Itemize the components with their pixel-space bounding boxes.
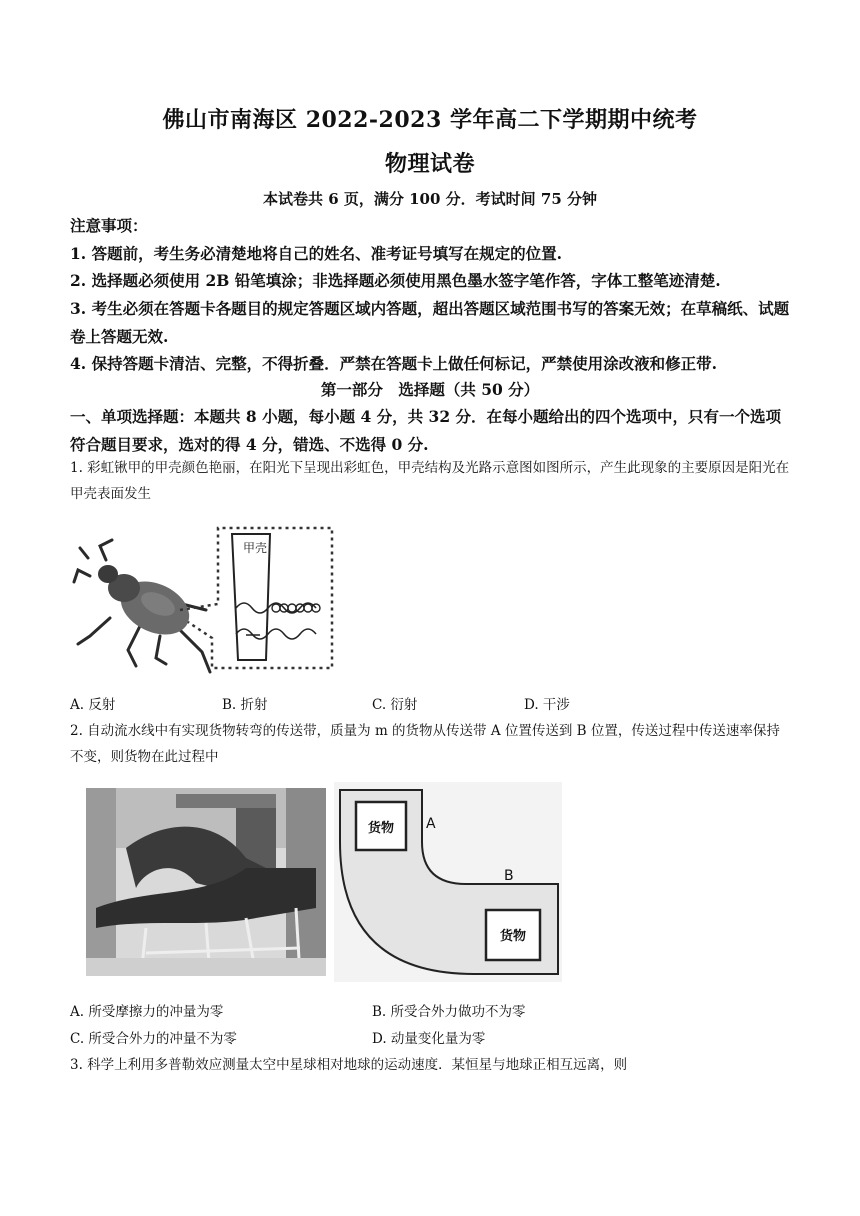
q1-option-d: D. 干涉 (524, 697, 570, 713)
q2-option-c: C. 所受合外力的冲量不为零 (70, 1031, 237, 1047)
q2-option-a: A. 所受摩擦力的冲量为零 (70, 1004, 224, 1020)
cargo-label-b: 货物 (499, 929, 527, 944)
part-title: 第一部分 选择题（共 50 分） (320, 380, 540, 399)
position-a-label: A (426, 816, 436, 832)
q1-option-c: C. 衍射 (372, 697, 418, 713)
question-3-stem: 3. 科学上利用多普勒效应测量太空中星球相对地球的运动速度．某恒星与地球正相互远离，则 (70, 1057, 628, 1073)
q2-option-d: D. 动量变化量为零 (372, 1031, 486, 1047)
shell-label: 甲壳 (243, 541, 268, 555)
q1-option-b: B. 折射 (222, 697, 268, 713)
question-2-stem: 2. 自动流水线中有实现货物转弯的传送带，质量为 m 的货物从传送带 A 位置传送到 B 位置，传送过程中传送速率保持不变，则货物在此过程中 (70, 723, 780, 765)
subject-title: 物理试卷 (384, 151, 475, 177)
beetle-shell-figure (70, 518, 342, 688)
exam-info: 本试卷共 6 页，满分 100 分．考试时间 75 分钟 (263, 190, 597, 208)
notice-item-3: 3. 考生必须在答题卡各题目的规定答题区域内答题，超出答题区域范围书写的答案无效；在草稿纸、试题卷上答题无效. (70, 299, 790, 346)
q2-option-b: B. 所受合外力做功不为零 (372, 1004, 526, 1020)
question-1-stem: 1. 彩虹锹甲的甲壳颜色艳丽，在阳光下呈现出彩虹色，甲壳结构及光路示意图如图所示，产生此现象的主要原因是阳光在甲壳表面发生 (70, 460, 790, 502)
notice-item-1: 1. 答题前，考生务必清楚地将自己的姓名、准考证号填写在规定的位置. (70, 244, 562, 263)
position-b-label: B (504, 868, 514, 884)
q1-option-a: A. 反射 (70, 697, 116, 713)
section-instructions: 一、单项选择题：本题共 8 小题，每小题 4 分，共 32 分．在每小题给出的四个选项中，只有一个选项符合题目要求，选对的得 4 分，错选、不选得 0 分. (70, 407, 782, 454)
notice-item-2: 2. 选择题必须使用 2B 铅笔填涂；非选择题必须使用黑色墨水签字笔作答，字体工整笔迹清楚. (70, 271, 721, 290)
exam-title: 佛山市南海区 2022-2023 学年高二下学期期中统考 (162, 107, 698, 133)
conveyor-photo (86, 788, 326, 976)
notice-item-4: 4. 保持答题卡清洁、完整，不得折叠．严禁在答题卡上做任何标记，严禁使用涂改液和修正带. (70, 354, 717, 373)
notice-heading: 注意事项： (70, 216, 148, 235)
conveyor-diagram (334, 782, 562, 982)
cargo-label-a: 货物 (367, 821, 395, 836)
